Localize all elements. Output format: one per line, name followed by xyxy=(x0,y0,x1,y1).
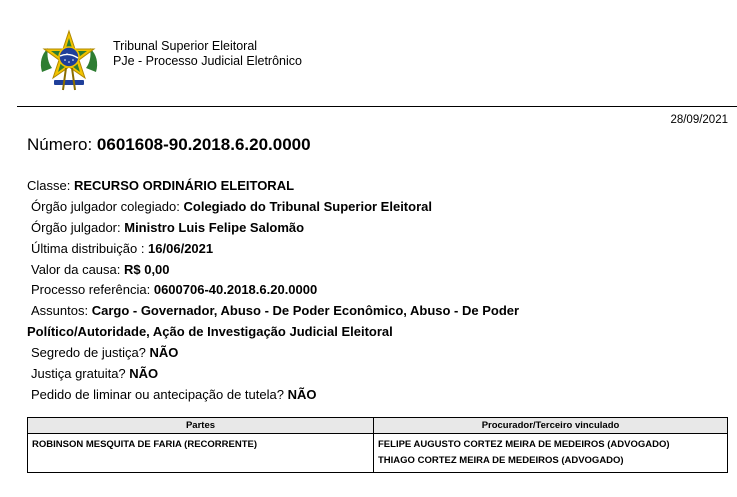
field-justica-gratuita: Justiça gratuita? NÃO xyxy=(31,366,159,382)
party-name: ROBINSON MESQUITA DE FARIA (RECORRENTE) xyxy=(28,434,374,473)
attorney-name: THIAGO CORTEZ MEIRA DE MEDEIROS (ADVOGADO) xyxy=(378,455,624,466)
table-header-row xyxy=(28,418,728,434)
system-name: PJe - Processo Judicial Eletrônico xyxy=(113,54,302,68)
process-number-value: 0601608-90.2018.6.20.0000 xyxy=(96,135,311,154)
column-header-partes: Partes xyxy=(28,418,374,434)
document-date: 28/09/2021 xyxy=(670,114,728,126)
field-processo-referencia: Processo referência: 0600706-40.2018.6.20.0000 xyxy=(31,282,318,298)
process-number-label: Número: xyxy=(27,135,97,154)
field-pedido-liminar: Pedido de liminar ou antecipação de tutela? NÃO xyxy=(31,386,317,402)
process-number xyxy=(27,135,311,155)
document-header xyxy=(0,0,737,108)
field-segredo-justica: Segredo de justiça? NÃO xyxy=(31,345,179,361)
field-orgao-colegiado: Órgão julgador colegiado: Colegiado do Tribunal Superior Eleitoral xyxy=(31,198,432,214)
field-valor-causa: Valor da causa: R$ 0,00 xyxy=(31,261,170,277)
field-orgao-julgador: Órgão julgador: Ministro Luis Felipe Salomão xyxy=(31,219,305,235)
table-row xyxy=(28,434,728,473)
field-ultima-distribuicao: Última distribuição : 16/06/2021 xyxy=(31,240,214,256)
attorney-list xyxy=(374,434,728,473)
header-divider xyxy=(17,106,737,107)
parties-table xyxy=(27,417,728,473)
court-name: Tribunal Superior Eleitoral xyxy=(113,39,258,53)
column-header-procurador: Procurador/Terceiro vinculado xyxy=(374,418,728,434)
field-classe: Classe: RECURSO ORDINÁRIO ELEITORAL xyxy=(27,178,295,193)
process-details xyxy=(27,176,727,406)
field-assuntos: Assuntos: Cargo - Governador, Abuso - De Poder Econômico, Abuso - De Poder xyxy=(31,303,520,319)
brazil-coat-of-arms-icon xyxy=(36,28,102,94)
field-assuntos-continued: Político/Autoridade, Ação de Investigação Judicial Eleitoral xyxy=(27,324,393,340)
attorney-name: FELIPE AUGUSTO CORTEZ MEIRA DE MEDEIROS (ADVOGADO) xyxy=(378,439,670,450)
